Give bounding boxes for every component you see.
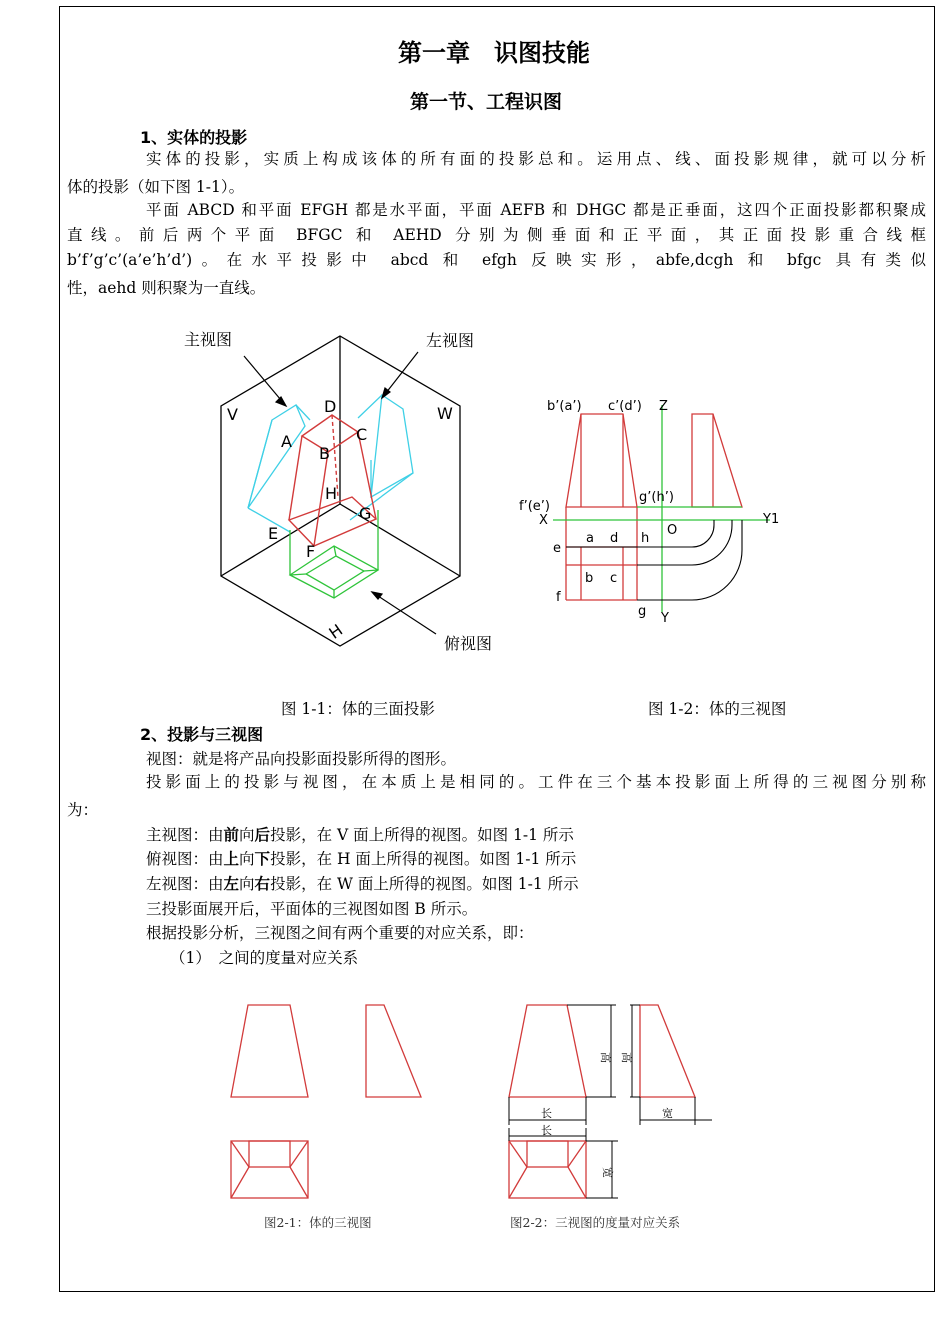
view-definition: 视图：就是将产品向投影面投影所得的图形。 — [146, 750, 457, 768]
top-view-line — [146, 847, 576, 869]
para-2-line-2: 直线。前后两个平面 BFGC 和 AEHD 分别为侧垂面和正平面，其正面投影重合线框 — [67, 226, 926, 244]
label-plane-h: H — [325, 620, 347, 643]
label-point-e: E — [268, 524, 279, 543]
v-plane-projection — [248, 405, 310, 532]
projection-box — [221, 336, 460, 646]
left-view-line — [146, 872, 579, 894]
w-plane-projection — [350, 395, 413, 520]
chapter-title: 第一章 识图技能 — [398, 39, 590, 67]
figure-2 — [220, 995, 730, 1205]
label-origin: O — [667, 523, 678, 538]
label-z: Z — [659, 399, 668, 414]
label-x: X — [539, 513, 548, 528]
item-1-line: （1） 之间的度量对应关系 — [170, 949, 359, 967]
main-view-line — [146, 823, 574, 845]
label-f: f — [556, 590, 561, 605]
figure-2-1-views — [231, 1005, 421, 1198]
main-view-text-e: 投影，在 V 面上所得的视图。如图 1-1 所示 — [270, 826, 574, 844]
main-view-text-d: 后 — [254, 825, 271, 844]
left-view-text-a: 左视图：由 — [146, 875, 224, 893]
figure-1-1 — [170, 320, 500, 660]
label-top-view: 俯视图 — [444, 634, 493, 653]
figure-2-2-caption: 图2-2：三视图的度量对应关系 — [510, 1215, 681, 1230]
label-main-view: 主视图 — [184, 330, 233, 349]
label-length-1: 长 — [541, 1107, 552, 1120]
label-point-f: F — [306, 542, 316, 561]
main-view-text-c: 向 — [239, 826, 255, 844]
para-2-line-1: 平面 ABCD 和平面 EFGH 都是水平面，平面 AEFB 和 DHGC 都是正垂面，这四个正面投影都积聚成 — [146, 201, 926, 219]
label-point-b: B — [319, 444, 330, 463]
unfold-line: 三投影面展开后，平面体的三视图如图 B 所示。 — [146, 900, 478, 918]
subsection-1-heading: 1、实体的投影 — [140, 128, 248, 147]
para-2-line-3: b’f’g’c’(a’e’h’d’)。在水平投影中 abcd 和 efgh 反映实形，abfe,dcgh 和 bfgc 具有类似 — [67, 251, 926, 269]
label-h: h — [641, 531, 650, 546]
para-2-line-4: 性，aehd 则积聚为一直线。 — [67, 279, 266, 297]
figure-1-1-caption: 图 1-1：体的三面投影 — [281, 700, 435, 718]
label-height-1: 高 — [599, 1052, 612, 1063]
label-c: c — [610, 571, 618, 586]
label-point-g: G — [359, 504, 372, 523]
left-view-text-c: 向 — [239, 875, 255, 893]
label-plane-v: V — [227, 405, 238, 424]
top-view-text-a: 俯视图：由 — [146, 850, 224, 868]
label-plane-w: W — [437, 404, 453, 423]
label-ba: b’(a’) — [547, 399, 582, 414]
label-fe: f’(e’) — [519, 499, 550, 514]
label-d: d — [610, 531, 619, 546]
para-1-line-1: 实体的投影，实质上构成该体的所有面的投影总和。运用点、线、面投影规律，就可以分析 — [146, 150, 926, 168]
label-point-h: H — [325, 484, 338, 503]
para-1-line-2: 体的投影（如下图 1-1）。 — [67, 178, 245, 196]
analysis-line: 根据投影分析，三视图之间有两个重要的对应关系，即： — [146, 924, 534, 942]
section-title: 第一节、工程识图 — [410, 91, 563, 113]
figure-1-2 — [510, 390, 800, 630]
label-gh: g’(h’) — [639, 490, 674, 505]
top-view-text-e: 投影，在 H 面上所得的视图。如图 1-1 所示 — [270, 850, 577, 868]
subsection-2-heading: 2、投影与三视图 — [140, 725, 264, 744]
top-view-text-c: 向 — [239, 850, 255, 868]
para-3-line-1: 投影面上的投影与视图，在本质上是相同的。工件在三个基本投影面上所得的三视图分别称 — [146, 773, 926, 791]
label-width-1: 宽 — [662, 1107, 673, 1120]
top-view-text-b: 上 — [223, 849, 240, 868]
label-y: Y — [661, 611, 669, 626]
label-left-view: 左视图 — [426, 331, 475, 350]
label-point-d: D — [324, 397, 337, 416]
left-view-text-e: 投影，在 W 面上所得的视图。如图 1-1 所示 — [270, 875, 579, 893]
left-view-text-b: 左 — [223, 874, 240, 893]
label-b: b — [585, 571, 594, 586]
main-view-text-b: 前 — [223, 825, 240, 844]
para-3-line-2: 为： — [67, 801, 99, 819]
label-point-a: A — [281, 432, 292, 451]
top-view-text-d: 下 — [254, 849, 271, 868]
label-height-2: 高 — [620, 1052, 633, 1063]
label-a: a — [586, 531, 594, 546]
label-point-c: C — [356, 425, 368, 444]
left-view-text-d: 右 — [254, 874, 271, 893]
figure-2-1-caption: 图2-1：体的三视图 — [264, 1215, 372, 1230]
label-cd: c’(d’) — [608, 399, 642, 414]
label-g: g — [638, 604, 647, 619]
label-y1: Y1 — [763, 512, 780, 527]
figure-1-2-caption: 图 1-2：体的三视图 — [648, 700, 787, 718]
label-length-2: 长 — [541, 1124, 552, 1137]
main-view-text-a: 主视图：由 — [146, 826, 224, 844]
label-e: e — [553, 541, 561, 556]
label-width-2: 宽 — [601, 1167, 614, 1178]
